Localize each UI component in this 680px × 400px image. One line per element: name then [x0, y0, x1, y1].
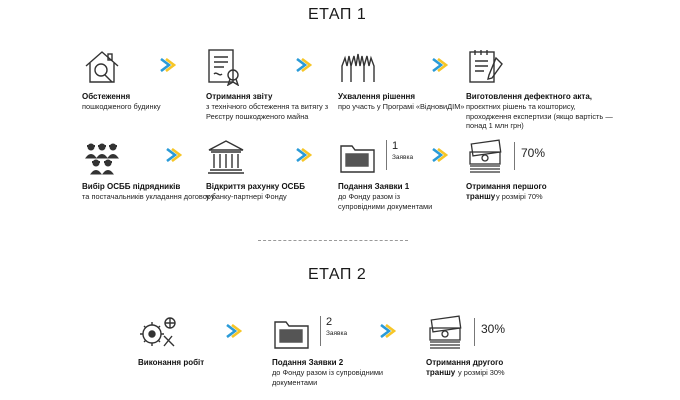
- application-label: Заявка: [326, 330, 348, 337]
- folder-icon: [338, 138, 378, 176]
- step-desc: про участь у Програмі «ВідновиДІМ»: [338, 102, 465, 111]
- step-desc: до Фонду разом із супровідними документами: [338, 192, 433, 211]
- arrow-right-icon: [432, 58, 448, 72]
- money-stack-icon: [426, 314, 466, 352]
- step-title: Подання Заявки 2: [272, 358, 344, 367]
- arrow-right-icon: [166, 148, 182, 162]
- step-application-2: [272, 314, 392, 387]
- notepad-pen-icon: [466, 48, 506, 86]
- step-title: Отримання першого траншу: [466, 182, 547, 201]
- step-works: [138, 314, 278, 368]
- step-contractors: [82, 138, 222, 202]
- application-tag: [320, 316, 347, 346]
- arrow-right-icon: [160, 58, 176, 72]
- tranche-percent: 30%: [474, 318, 505, 346]
- house-inspection-icon: [82, 48, 122, 86]
- arrow-right-icon: [296, 58, 312, 72]
- step-desc: у банку-партнері Фонду: [206, 192, 287, 201]
- step-title: Виконання робіт: [138, 358, 205, 367]
- money-stack-icon: [466, 138, 506, 176]
- arrow-right-icon: [296, 148, 312, 162]
- bank-icon: [206, 138, 246, 176]
- application-number: 1: [392, 140, 399, 152]
- step-desc: у розмірі 70%: [496, 192, 543, 201]
- stage-2-title: ЕТАП 2: [308, 266, 367, 283]
- step-title: Обстеження: [82, 92, 131, 101]
- report-document-icon: [206, 48, 246, 86]
- step-desc: проєктних рішень та кошторису, проходження експертизи (якщо вартість — понад 1 млн грн): [466, 102, 613, 131]
- application-number: 2: [326, 316, 333, 328]
- step-desc: з технічного обстеження та витягу з Реєстру пошкодженого майна: [206, 102, 329, 121]
- arrow-right-icon: [380, 324, 396, 338]
- step-application-1: [338, 138, 478, 211]
- step-tranche-2: [426, 314, 566, 378]
- arrow-right-icon: [432, 148, 448, 162]
- tranche-percent: 70%: [514, 142, 545, 170]
- step-title: Отримання звіту: [206, 92, 273, 101]
- step-decision: [338, 48, 478, 112]
- step-title: Подання Заявки 1: [338, 182, 410, 191]
- step-desc: у розмірі 30%: [458, 368, 505, 377]
- workers-group-icon: [82, 138, 122, 176]
- step-report: [206, 48, 346, 121]
- step-title: Отримання другого траншу: [426, 358, 504, 377]
- step-desc: та постачальників укладання договору: [82, 192, 215, 201]
- step-desc: до Фонду разом із супровідними документами: [272, 368, 384, 387]
- step-title: Виготовлення дефектного акта,: [466, 92, 592, 101]
- step-tranche-1: [466, 138, 606, 202]
- step-bank-account: [206, 138, 346, 202]
- application-tag: [386, 140, 413, 170]
- stage-1-title: ЕТАП 1: [308, 6, 367, 23]
- raised-hands-icon: [338, 48, 378, 86]
- step-inspection: [82, 48, 222, 112]
- step-desc: пошкодженого будинку: [82, 102, 161, 111]
- stage-divider: [258, 240, 408, 241]
- step-title: Ухвалення рішення: [338, 92, 416, 101]
- application-label: Заявка: [392, 154, 414, 161]
- step-title: Вибір ОСББ підрядників: [82, 182, 181, 191]
- arrow-right-icon: [226, 324, 242, 338]
- step-title: Відкриття рахунку ОСББ: [206, 182, 305, 191]
- step-defect-act: [466, 48, 616, 131]
- gears-tools-icon: [138, 314, 178, 352]
- folder-icon: [272, 314, 312, 352]
